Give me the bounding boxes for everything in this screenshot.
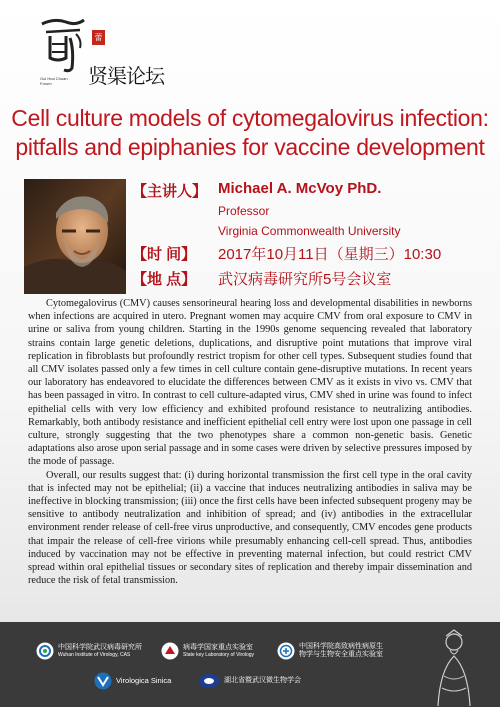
cas-lab-logo-icon xyxy=(277,642,295,660)
speaker-position: Professor xyxy=(218,204,270,218)
org-cas-lab xyxy=(277,642,383,660)
wiv-logo-icon xyxy=(36,642,54,660)
org-skl-cn: 病毒学国家重点实验室 xyxy=(183,644,253,651)
society-logo-icon xyxy=(198,672,220,690)
time-row xyxy=(132,243,442,264)
org-skl xyxy=(161,642,254,660)
forum-name: 贤渠论坛 xyxy=(88,64,164,88)
vs-logo-icon xyxy=(94,672,112,690)
title-line-1: Cell culture models of cytomegalovirus infection: xyxy=(11,105,489,131)
org-skl-en: State key Laboratory of Virology xyxy=(183,652,255,658)
place-value: 武汉病毒研究所5号会议室 xyxy=(218,271,392,288)
abstract xyxy=(28,297,472,587)
speaker-photo xyxy=(24,179,126,294)
place-row xyxy=(132,268,392,289)
page-title xyxy=(0,104,500,162)
society xyxy=(198,672,301,690)
red-seal: 蕾 xyxy=(92,30,105,45)
org-wiv xyxy=(36,642,142,660)
skl-logo-icon xyxy=(161,642,179,660)
title-line-2: pitfalls and epiphanies for vaccine development xyxy=(15,134,485,160)
journal-name: Virologica Sinica xyxy=(116,676,172,685)
forum-logo xyxy=(36,12,164,100)
org-cas-lab-cn-2: 物学与生物安全重点实验室 xyxy=(299,651,383,658)
journal xyxy=(94,672,171,690)
scholar-figure-icon xyxy=(424,626,484,706)
abstract-paragraph-1: Cytomegalovirus (CMV) causes sensorineural hearing loss and developmental disabilities in newborns when infections are acquired in utero. Pregnant women may acquire CMV from oral exposure to CMV in urine or saliva from young children. Starting in the 1990s genome sequencing revealed that laboratory strains contain large genetic deletions, duplications, and disruptive point mutations that improve viral replication in fibroblasts but profoundly restrict tropism for other cell types. Subsequent studies found that all CMV isolates passed only a few times in cell culture contain gene-disruptive mutations. In recent years our laboratory has endeavored to elucidate the differences between CMV as it exists in vivo vs. CMV that has been passaged in vitro. In contrast to cell culture-adapted virus, CMV shed in urine was found to infect epithelial cells with very low efficiency and exhibited profound resistance to neutralizing antibodies. Remarkably, both antibody resistance and inefficient epithelial cell entry were lost upon one passage in cell culture, strongly suggesting that the two phenotypes share a common non-genetic basis. Genetic adaptations also arose upon serial passage and in some cases were driven by selective pressures imposed by the mode of passage. xyxy=(28,298,472,468)
place-label: 【地 点】 xyxy=(132,271,197,288)
time-label: 【时 间】 xyxy=(132,246,197,263)
speaker-name: Michael A. McVoy PhD. xyxy=(218,180,382,197)
time-value: 2017年10月11日（星期三）10:30 xyxy=(218,246,442,263)
society-name: 湖北省暨武汉微生物学会 xyxy=(224,677,301,684)
org-wiv-cn: 中国科学院武汉病毒研究所 xyxy=(58,644,142,651)
logo-small-text: Gui Hua Chuan Forum xyxy=(40,76,68,86)
org-wiv-en: Wuhan Institute of Virology, CAS xyxy=(58,652,131,658)
abstract-paragraph-2: Overall, our results suggest that: (i) during horizontal transmission the first cell type in the oral cavity that is infected may not be epithelial; (ii) a vaccine that induces neutralizing antibodies in saliva may be ineffective in blocking transmission; (iii) once the first cells have been infected subsequent progeny may be sensitive to antibody neutralization and inhibition of spread; and (iv) antibodies in the extracellular environment render release of cell-free virus unproductive, and consequently, CMV encodes gene products that impair the release of cell-free virions while presumably enhancing cell-cell spread. Thus, antibodies induced by vaccination may not be effective in preventing maternal infection, but could restrict CMV spread within oral epithelial tissues or secondary sites of replication and thereby impair dissemination and reduce the risk of fetal transmission. xyxy=(28,469,472,587)
calligraphy-logo-icon xyxy=(36,14,92,76)
speaker-row xyxy=(132,180,382,201)
org-cas-lab-cn-1: 中国科学院高致病性病原生 xyxy=(299,643,383,650)
speaker-affiliation: Virginia Commonwealth University xyxy=(218,224,401,238)
speaker-label: 【主讲人】 xyxy=(132,183,208,200)
